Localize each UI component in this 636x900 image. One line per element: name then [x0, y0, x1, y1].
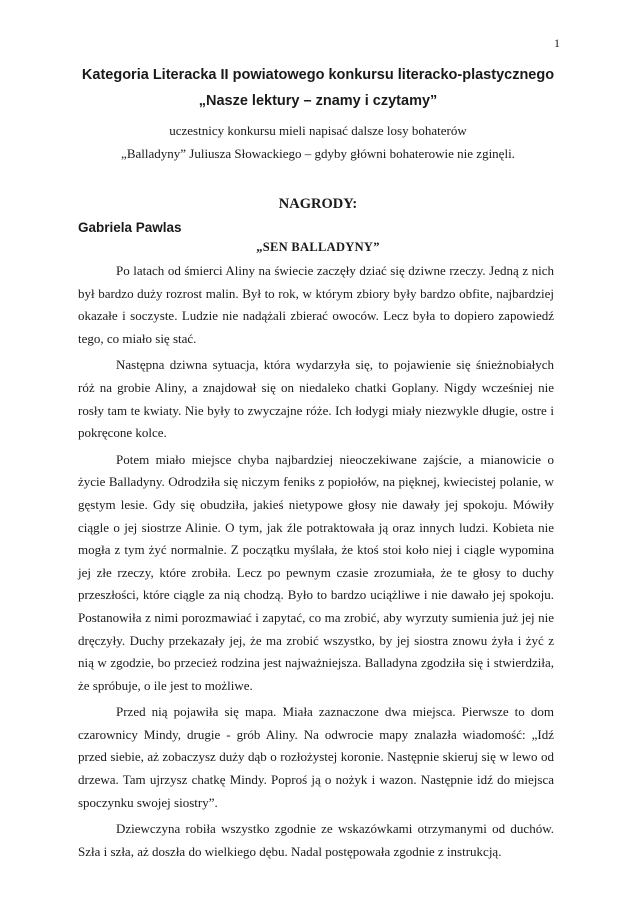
story-paragraph: Po latach od śmierci Aliny na świecie zaczęły dziać się dziwne rzeczy. Jedną z nich był bardzo duży rozrost malin. Był to rok, w którym zbiory były bardzo obfite, najbardziej okazałe i soczyste. Ludzie nie nadążali zbierać owoców. Lecz była to dopiero zapowiedź tego, co miało się stać.: [78, 263, 554, 346]
document-title: Kategoria Literacka II powiatowego konkursu literacko-plastycznego: [81, 67, 555, 83]
awards-heading: NAGRODY:: [278, 196, 358, 212]
contest-name: „Nasze lektury – znamy i czytamy”: [198, 93, 438, 109]
story-body: [78, 260, 554, 867]
page-number: 1: [554, 36, 560, 50]
author-name: Gabriela Pawlas: [78, 220, 182, 235]
story-paragraph: Potem miało miejsce chyba najbardziej nieoczekiwane zajście, a mianowicie o życie Balladyny. Odrodziła się niczym feniks z popiołów, na pięknej, kwiecistej polanie, w gęstym lesie. Gdy się obudziła, jakieś nietypowe głosy nie dawały jej spokoju. Mówiły ciągle o jej siostrze Alinie. O tym, jak źle potraktowała ją oraz innych ludzi. Kobieta nie mogła z tym żyć normalnie. Z początku myślała, że ktoś stoi koło niej i ciągle wypomina jej złe rzeczy, które zrobiła. Lecz po pewnym czasie zrozumiała, że te głosy to duchy przeszłości, które ciągle za nią chodzą. Było to bardzo uciążliwe i nie dawało jej spokoju. Postanowiła z nimi porozmawiać i zapytać, co ma zrobić, aby wyrzuty sumienia już jej nie dręczyły. Duchy przekazały jej, że ma zrobić wszystko, by jej siostra znowu żyła i żyć z nią w zgodzie, bo przecież rodzina jest najważniejsza. Balladyna zgodziła się i stwierdziła, że spróbuje, o ile jest to możliwe.: [78, 451, 554, 693]
story-paragraph: Przed nią pojawiła się mapa. Miała zaznaczone dwa miejsca. Pierwsze to dom czarownicy Mindy, drugie - grób Aliny. Na odwrocie mapy znalazła wiadomość: „Idź przed siebie, aż zobaczysz duży dąb o rozłożystej koronie. Następnie skieruj się w lewo od drzewa. Tam ujrzysz chatkę Mindy. Poproś ją o nożyk i wazon. Następnie idź do miejsca spoczynku swojej siostry”.: [78, 704, 554, 810]
story-paragraph: Następna dziwna sytuacja, która wydarzyła się, to pojawienie się śnieżnobiałych róż na grobie Aliny, a znajdował się on niedaleko chatki Goplany. Nigdy wcześniej nie rosły tam te kwiaty. Nie były to zwyczajne róże. Ich łodygi miały niezwykle długie, ostre i pokręcone kolce.: [78, 357, 554, 441]
story-paragraph: Dziewczyna robiła wszystko zgodnie ze wskazówkami otrzymanymi od duchów. Szła i szła, aż doszła do wielkiego dębu. Nadal postępowała zgodnie z instrukcją.: [78, 821, 554, 859]
intro-line-1: uczestnicy konkursu mieli napisać dalsze losy bohaterów: [169, 123, 467, 138]
intro-line-2: „Balladyny” Juliusza Słowackiego – gdyby główni bohaterowie nie zginęli.: [121, 146, 515, 161]
document-header: [70, 64, 566, 164]
story-title: „SEN BALLADYNY”: [256, 240, 380, 254]
